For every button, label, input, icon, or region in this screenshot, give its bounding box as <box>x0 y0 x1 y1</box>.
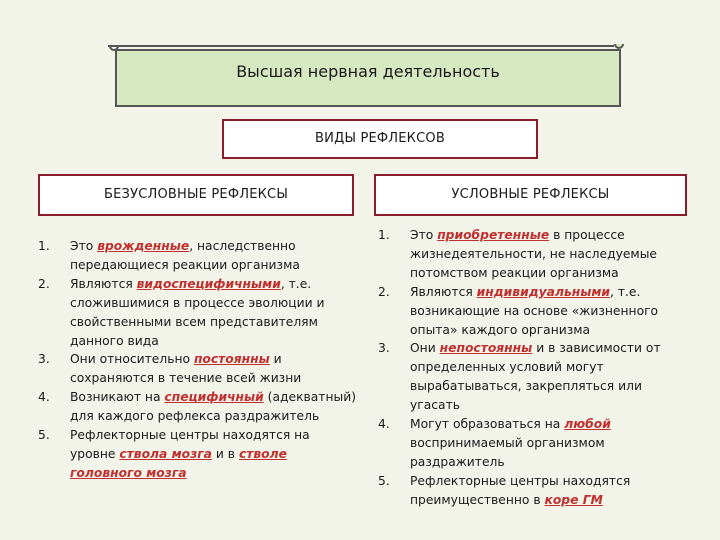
item-text: воспринимаемый организмом раздражитель <box>410 435 605 469</box>
list-item <box>38 388 356 426</box>
highlighted-term: врожденные <box>97 239 190 253</box>
item-text: и в <box>211 446 239 461</box>
list-item <box>378 339 678 415</box>
list-item <box>38 350 356 388</box>
item-number: 3. <box>378 341 390 356</box>
list-item <box>378 283 678 340</box>
unconditioned-reflexes-header: БЕЗУСЛОВНЫЕ РЕФЛЕКСЫ <box>38 174 354 216</box>
item-text: Могут образоваться на <box>410 417 565 432</box>
item-number: 4. <box>38 390 50 405</box>
item-text: Являются <box>410 284 477 299</box>
item-text: в процессе жизнедеятельности, не наследуемые потомством реакции организма <box>410 228 657 280</box>
item-text: Они относительно <box>70 352 194 367</box>
item-text: и в зависимости от определенных условий могут вырабатываться, закрепляться или угасать <box>410 341 661 413</box>
title-scroll <box>108 44 628 108</box>
item-number: 3. <box>38 352 50 367</box>
highlighted-term: непостоянны <box>439 341 533 356</box>
item-number: 5. <box>378 473 390 488</box>
item-number: 1. <box>378 228 390 242</box>
item-text: , наследственно передающиеся реакции организма <box>70 239 300 272</box>
item-number: 4. <box>378 417 390 432</box>
page-title: Высшая нервная деятельность <box>236 62 500 81</box>
unconditioned-reflexes-list <box>38 237 356 483</box>
item-number: 1. <box>38 239 50 253</box>
highlighted-term: постоянны <box>193 352 270 367</box>
conditioned-reflexes-header: УСЛОВНЫЕ РЕФЛЕКСЫ <box>374 174 687 216</box>
item-number: 5. <box>38 428 50 443</box>
item-text: , т.е. возникающие на основе «жизненного опыта» каждого организма <box>410 284 659 337</box>
highlighted-term: приобретенные <box>437 228 550 242</box>
item-text: Это <box>410 228 438 242</box>
list-item <box>38 426 356 483</box>
item-number: 2. <box>38 276 50 291</box>
list-item <box>378 415 678 472</box>
list-item <box>38 275 356 351</box>
highlighted-term: стволе головного мозга <box>70 446 287 480</box>
highlighted-term: индивидуальными <box>476 284 611 299</box>
item-text: (адекватный) для каждого рефлекса раздражитель <box>70 390 356 424</box>
item-text: , т.е. сложившимися в процессе эволюции и свойственными всем представителям данного вида <box>70 276 325 348</box>
highlighted-term: любой <box>564 417 611 432</box>
conditioned-reflexes-list <box>378 226 678 510</box>
item-text: Являются <box>70 276 137 291</box>
item-text: Это <box>70 239 98 253</box>
item-text: Рефлекторные центры находятся на уровне <box>70 428 310 461</box>
item-text: Возникают на <box>70 390 165 405</box>
list-item <box>378 226 678 283</box>
list-item <box>38 237 356 275</box>
item-number: 2. <box>378 284 390 299</box>
item-text: Они <box>410 341 440 356</box>
item-text: и сохраняются в течение всей жизни <box>70 352 302 386</box>
list-item <box>378 472 678 510</box>
item-text: Рефлекторные центры находятся преимущественно в <box>410 473 631 507</box>
highlighted-term: коре ГМ <box>544 492 603 507</box>
highlighted-term: видоспецифичными <box>136 276 281 291</box>
highlighted-term: специфичный <box>164 390 264 405</box>
reflex-types-box: ВИДЫ РЕФЛЕКСОВ <box>222 119 538 159</box>
highlighted-term: ствола мозга <box>119 446 212 461</box>
